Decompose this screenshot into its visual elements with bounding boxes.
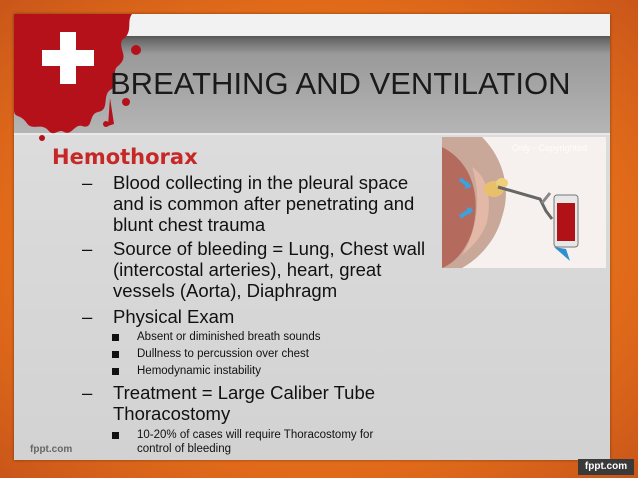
- item-text-line: (intercostal arteries), heart, great: [113, 259, 382, 280]
- footer-badge: fppt.com: [578, 459, 634, 475]
- item-text-line: Physical Exam: [113, 306, 235, 327]
- item-text-line: Source of bleeding = Lung, Chest wall: [113, 238, 426, 259]
- square-bullet-icon: [112, 334, 119, 341]
- slide-title: BREATHING AND VENTILATION: [110, 66, 571, 101]
- item-text-line: and is common after penetrating and: [113, 193, 415, 214]
- dash-marker: –: [82, 172, 93, 193]
- item-text-line: Blood collecting in the pleural space: [113, 172, 409, 193]
- sub-bullet-text: 10-20% of cases will require Thoracostomy for: [137, 429, 374, 441]
- item-text-line: Thoracostomy: [113, 403, 231, 424]
- watermark-text: Only - Copyrighted: [512, 143, 588, 153]
- dash-marker: –: [82, 382, 93, 403]
- item-text-line: blunt chest trauma: [113, 214, 266, 235]
- square-bullet-icon: [112, 368, 119, 375]
- sub-bullet-text: Hemodynamic instability: [137, 365, 261, 377]
- slide: [14, 14, 610, 460]
- section-heading: Hemothorax: [52, 145, 198, 169]
- chest-tube-illustration: [442, 137, 606, 268]
- item-text-line: vessels (Aorta), Diaphragm: [113, 280, 338, 301]
- sub-bullet-text: control of bleeding: [137, 443, 231, 455]
- sub-bullet-text: Dullness to percussion over chest: [137, 348, 309, 360]
- sub-bullet-text: Absent or diminished breath sounds: [137, 331, 321, 343]
- square-bullet-icon: [112, 432, 119, 439]
- dash-marker: –: [82, 238, 93, 259]
- square-bullet-icon: [112, 351, 119, 358]
- dash-marker: –: [82, 306, 93, 327]
- item-text-line: Treatment = Large Caliber Tube: [113, 382, 376, 403]
- footer-brand: fppt.com: [30, 444, 73, 455]
